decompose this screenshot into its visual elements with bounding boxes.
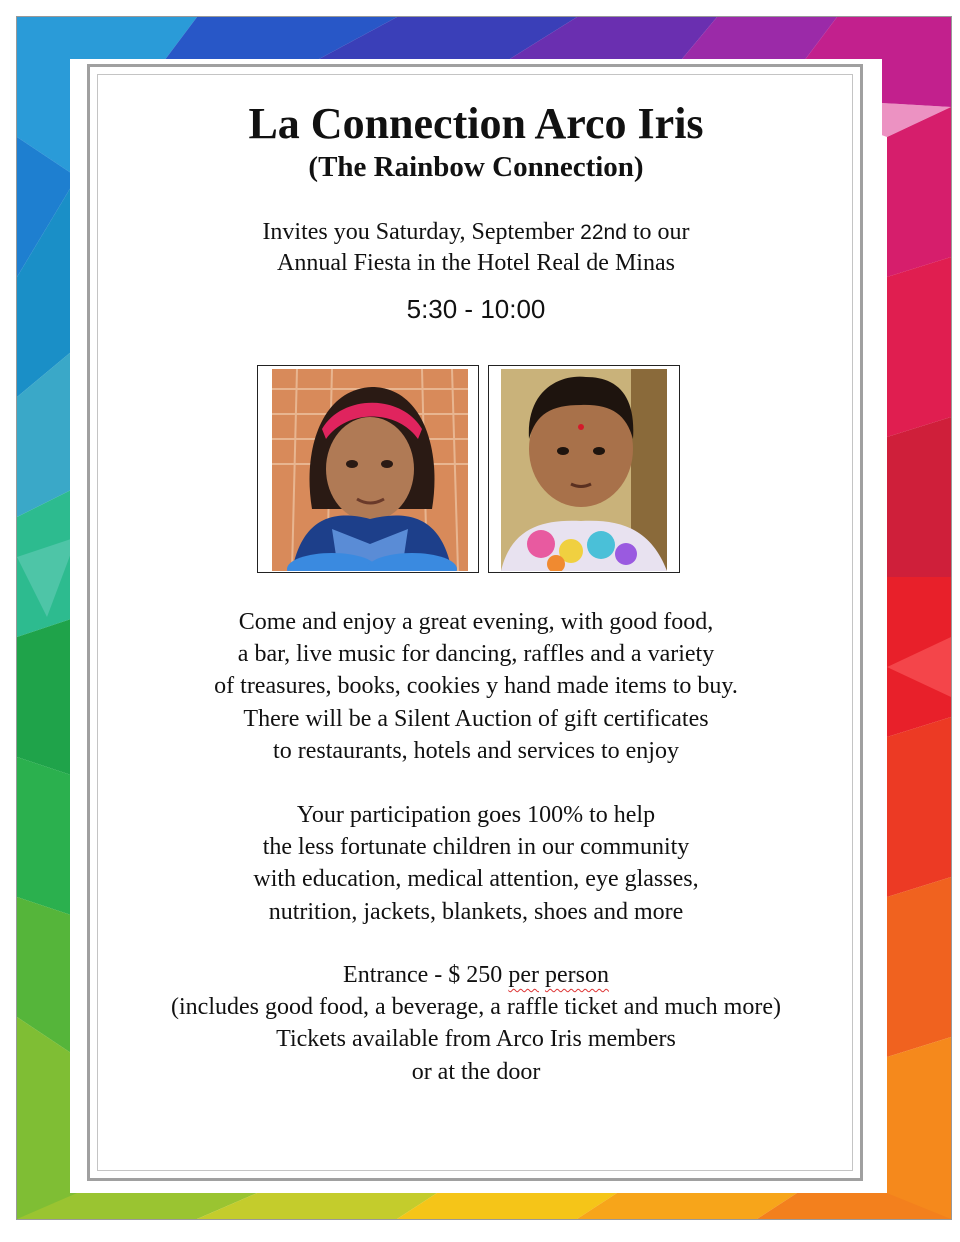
- entrance-includes: (includes good food, a beverage, a raffle ticket and much more): [171, 994, 781, 1021]
- participation-line: Your participation goes 100% to help: [296, 802, 656, 828]
- tickets-at-door: or at the door: [411, 1058, 541, 1085]
- flyer-subtitle: (The Rainbow Connection): [308, 151, 644, 183]
- boy-photo: [488, 365, 680, 573]
- tickets-availability: Tickets available from Arco Iris members: [276, 1026, 676, 1053]
- invitation-prefix: Invites you Saturday, September: [262, 219, 581, 245]
- participation-line: nutrition, jackets, blankets, shoes and more: [268, 898, 684, 925]
- description-line: to restaurants, hotels and services to enjoy: [273, 737, 679, 764]
- entrance-info: [70, 959, 882, 1088]
- invitation-suffix: to our: [626, 219, 690, 245]
- boy-photo-image: [501, 369, 667, 571]
- flyer-title: La Connection Arco Iris: [248, 99, 704, 148]
- participation-line: with education, medical attention, eye glasses,: [253, 866, 699, 893]
- entrance-person: person: [544, 962, 609, 988]
- participation-line: the less fortunate children in our community: [262, 834, 690, 861]
- description-line: Come and enjoy a great evening, with good food,: [238, 609, 714, 635]
- description-line: a bar, live music for dancing, raffles and a variety: [237, 641, 715, 668]
- event-description: [70, 606, 882, 767]
- girl-photo: [257, 365, 479, 573]
- event-time: 5:30 - 10:00: [406, 294, 546, 324]
- description-line: There will be a Silent Auction of gift certificates: [243, 705, 709, 732]
- entrance-per: per: [508, 962, 539, 988]
- flyer-paper: [70, 59, 882, 1193]
- entrance-price: [70, 959, 882, 991]
- participation-text: [70, 799, 882, 928]
- invitation-text: [70, 217, 882, 279]
- event-date: 22nd: [580, 221, 627, 244]
- invitation-line-2: Annual Fiesta in the Hotel Real de Minas: [277, 250, 675, 276]
- girl-photo-image: [272, 369, 468, 571]
- entrance-price-amount: Entrance - $ 250: [343, 962, 509, 988]
- invitation-line-1: [70, 217, 882, 248]
- description-line: of treasures, books, cookies y hand made items to buy.: [214, 673, 738, 700]
